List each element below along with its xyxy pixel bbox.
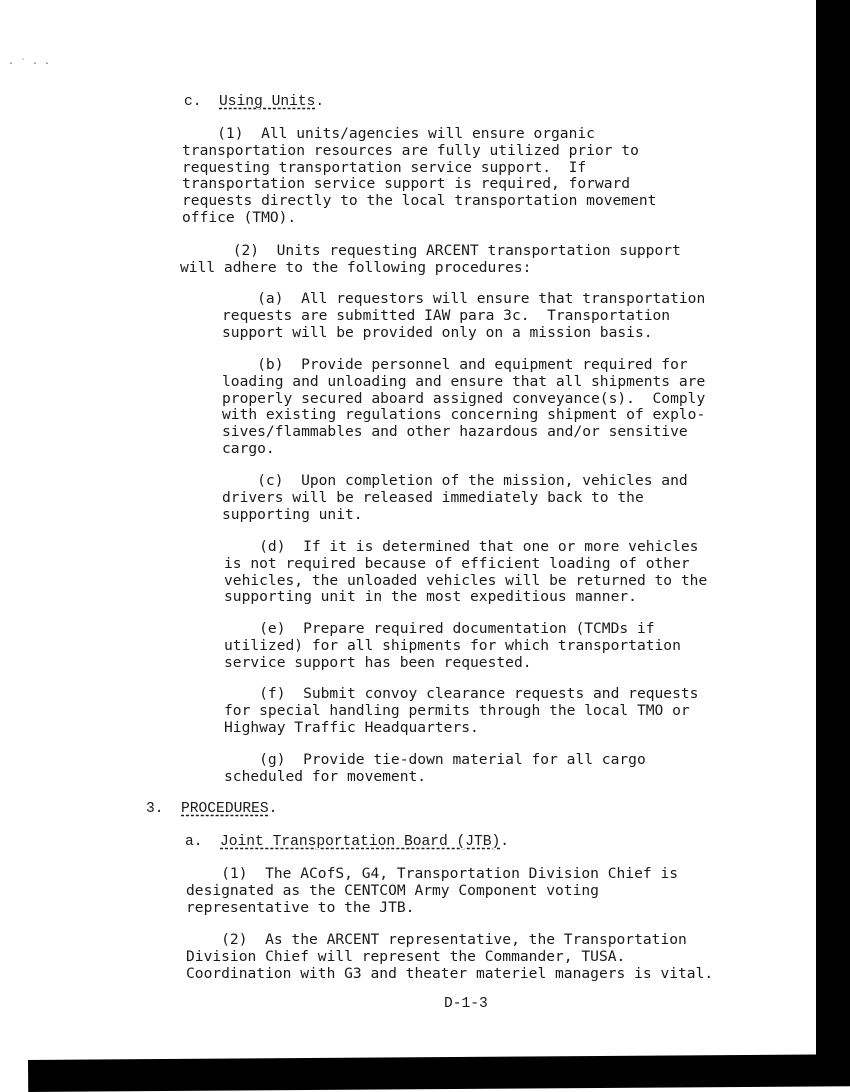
section-3a-letter: a. <box>185 834 203 850</box>
section-3a-title: Joint Transportation Board (JTB) <box>220 834 501 850</box>
section-c-item-f: (f) Submit convoy clearance requests and requests for special handling permits through the local TMO or Highway Traffic Headquarters. <box>224 685 699 736</box>
section-c-para-1: (1) All units/agencies will ensure organic transportation resources are fully utilized prior to requesting transportation service support. If transportation service support is required, forward requests directly to the local transportation movement office (TMO). <box>182 125 657 226</box>
section-c-item-c: (c) Upon completion of the mission, vehicles and drivers will be released immediately back to the supporting unit. <box>222 472 688 523</box>
section-3-title: PROCEDURES <box>181 801 269 817</box>
section-3a-para-2: (2) As the ARCENT representative, the Transportation Division Chief will represent the Commander, TUSA. Coordination with G3 and theater materiel managers is vital. <box>186 931 714 982</box>
section-c-para-2: (2) Units requesting ARCENT transportation support will adhere to the following procedures: <box>180 242 681 276</box>
section-c-item-b: (b) Provide personnel and equipment required for loading and unloading and ensure that all shipments are properly secured aboard assigned conveyance(s). Comply with existing regulations concerning shipment of explo- sives/flammables and other hazardous and/or sensitive cargo. <box>222 356 706 457</box>
section-3-number: 3. <box>146 801 164 817</box>
section-3-heading: 3. PROCEDURES. <box>146 801 278 817</box>
section-c-item-e: (e) Prepare required documentation (TCMDs if utilized) for all shipments for which transportation service support has been requested. <box>224 620 681 671</box>
scan-border-right <box>816 0 850 1068</box>
page-number: D-1-3 <box>444 996 488 1012</box>
section-c-item-a: (a) All requestors will ensure that transportation requests are submitted IAW para 3c. Transportation support will be provided only on a mission basis. <box>222 290 706 341</box>
section-c-item-d: (d) If it is determined that one or more vehicles is not required because of efficient loading of other vehicles, the unloaded vehicles will be returned to the supporting unit in the most expeditious manner. <box>224 538 708 606</box>
scan-speck: · ˙ · · <box>8 59 51 70</box>
section-c-title: Using Units <box>219 94 316 110</box>
section-3a-para-1: (1) The ACofS, G4, Transportation Division Chief is designated as the CENTCOM Army Component voting representative to the JTB. <box>186 865 679 916</box>
section-3a-heading: a. Joint Transportation Board (JTB). <box>185 834 510 850</box>
scan-border-bottom <box>28 1054 850 1092</box>
section-c-item-g: (g) Provide tie-down material for all cargo scheduled for movement. <box>224 751 646 785</box>
section-c-letter: c. <box>184 94 202 110</box>
section-c-heading: c. Using Units. <box>184 94 325 110</box>
